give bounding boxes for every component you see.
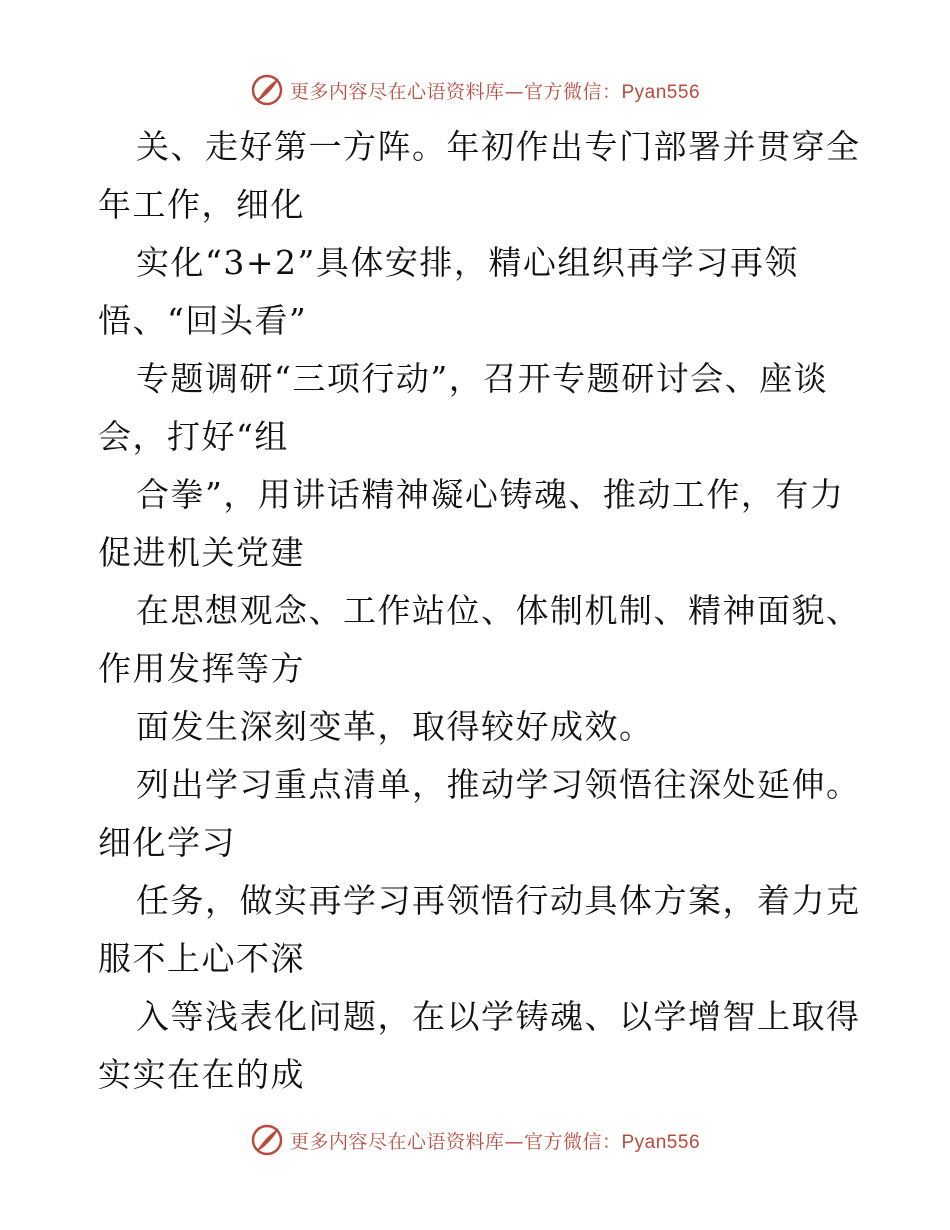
text-line: 专题调研“三项行动”，召开专题研讨会、座谈 xyxy=(136,359,829,398)
banner-text: 更多内容尽在心语资料库—官方微信：Pyan556 xyxy=(289,1130,701,1153)
text-line: 关、走好第一方阵。年初作出专门部署并贯穿全 xyxy=(136,127,861,166)
banner-text: 更多内容尽在心语资料库—官方微信：Pyan556 xyxy=(289,80,701,103)
footer-banner xyxy=(0,1120,950,1160)
text-line: 实化“3+2”具体安排，精心组织再学习再领 xyxy=(136,243,799,282)
text-line: 入等浅表化问题，在以学铸魂、以学增智上取得 xyxy=(136,997,861,1036)
text-line: 合拳”，用讲话精神凝心铸魂、推动工作，有力 xyxy=(136,475,845,514)
quill-logo-icon xyxy=(250,73,284,107)
text-line: 作用发挥等方 xyxy=(98,649,305,688)
header-banner xyxy=(0,70,950,110)
text-line: 在思想观念、工作站位、体制机制、精神面貌、 xyxy=(136,591,861,630)
text-line: 促进机关党建 xyxy=(98,533,305,572)
text-line: 年工作，细化 xyxy=(98,185,305,224)
text-line: 实实在在的成 xyxy=(98,1055,305,1094)
quill-logo-icon xyxy=(250,1123,284,1157)
text-line: 细化学习 xyxy=(98,823,236,862)
text-line: 会，打好“组 xyxy=(98,417,289,456)
text-line: 面发生深刻变革，取得较好成效。 xyxy=(136,707,654,746)
document-body xyxy=(98,118,861,1104)
text-line: 列出学习重点清单，推动学习领悟往深处延伸。 xyxy=(136,765,861,804)
text-line: 任务，做实再学习再领悟行动具体方案，着力克 xyxy=(136,881,861,920)
text-line: 服不上心不深 xyxy=(98,939,305,978)
text-line: 悟、“回头看” xyxy=(98,301,308,340)
